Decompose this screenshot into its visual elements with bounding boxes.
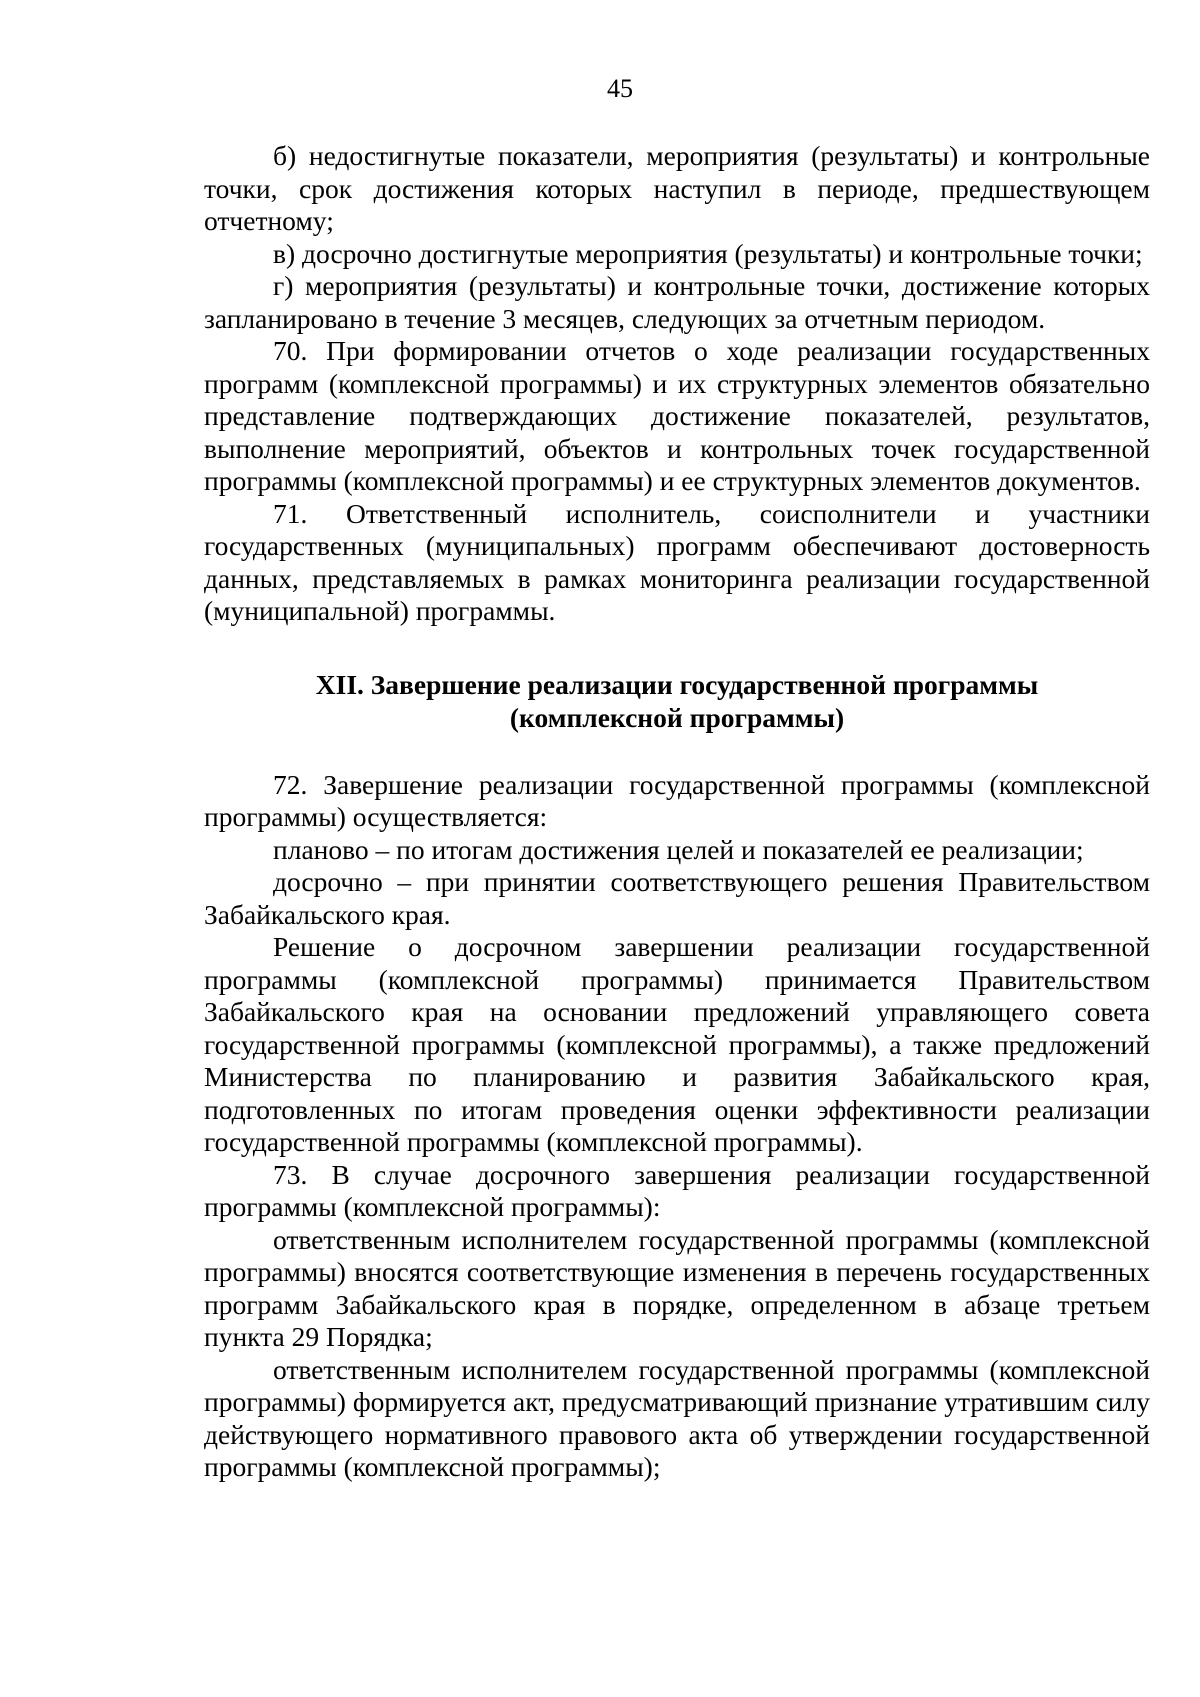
page-number: 45 [607,74,633,103]
paragraph-70: 70. При формировании отчетов о ходе реализации государственных программ (комплексной программы) и их структурных элементов обязательно представление подтверждающих достижение показателей, результатов, выполнение мероприятий, объектов и контрольных точек государственной программы (комплексной программы) и ее структурных элементов документов. [204,335,1150,496]
paragraph-early: досрочно – при принятии соответствующего решения Правительством Забайкальского края. [204,866,1150,930]
paragraph-73: 73. В случае досрочного завершения реализации государственной программы (комплексной программы): [204,1158,1150,1222]
paragraph-item-v: в) досрочно достигнутые мероприятия (результаты) и контрольные точки; [273,237,1143,269]
paragraph-planned: планово – по итогам достижения целей и показателей ее реализации; [273,833,1084,865]
paragraph-item-b: б) недостигнутые показатели, мероприятия (результаты) и контрольные точки, срок достижения которых наступил в периоде, предшествующем отчетному; [204,140,1150,236]
section-heading [204,668,1150,734]
section-heading-line-1: XII. Завершение реализации государственной программы [315,668,1039,700]
section-heading-line-2: (комплексной программы) [509,701,845,733]
document-body [204,140,1150,1484]
paragraph-item-g: г) мероприятия (результаты) и контрольные точки, достижение которых запланировано в течение 3 месяцев, следующих за отчетным периодом. [204,270,1150,334]
paragraph-act: ответственным исполнителем государственной программы (комплексной программы) формируется акт, предусматривающий признание утратившим силу действующего нормативного правового акта об утверждении государственной программы (комплексной программы); [204,1353,1150,1482]
paragraph-72: 72. Завершение реализации государственной программы (комплексной программы) осуществляется: [204,768,1150,832]
paragraph-71: 71. Ответственный исполнитель, соисполнители и участники государственных (муниципальных) программ обеспечивают достоверность данных, представляемых в рамках мониторинга реализации государственной (муниципальной) программы. [204,497,1150,626]
paragraph-list-changes: ответственным исполнителем государственной программы (комплексной программы) вносятся соответствующие изменения в перечень государственных программ Забайкальского края в порядке, определенном в абзаце третьем пункта 29 Порядка; [204,1223,1150,1352]
paragraph-decision: Решение о досрочном завершении реализации государственной программы (комплексной программы) принимается Правительством Забайкальского края на основании предложений управляющего совета государственной программы (комплексной программы), а также предложений Министерства по планированию и развития Забайкальского края, подготовленных по итогам проведения оценки эффективности реализации государственной программы (комплексной программы). [204,931,1150,1157]
